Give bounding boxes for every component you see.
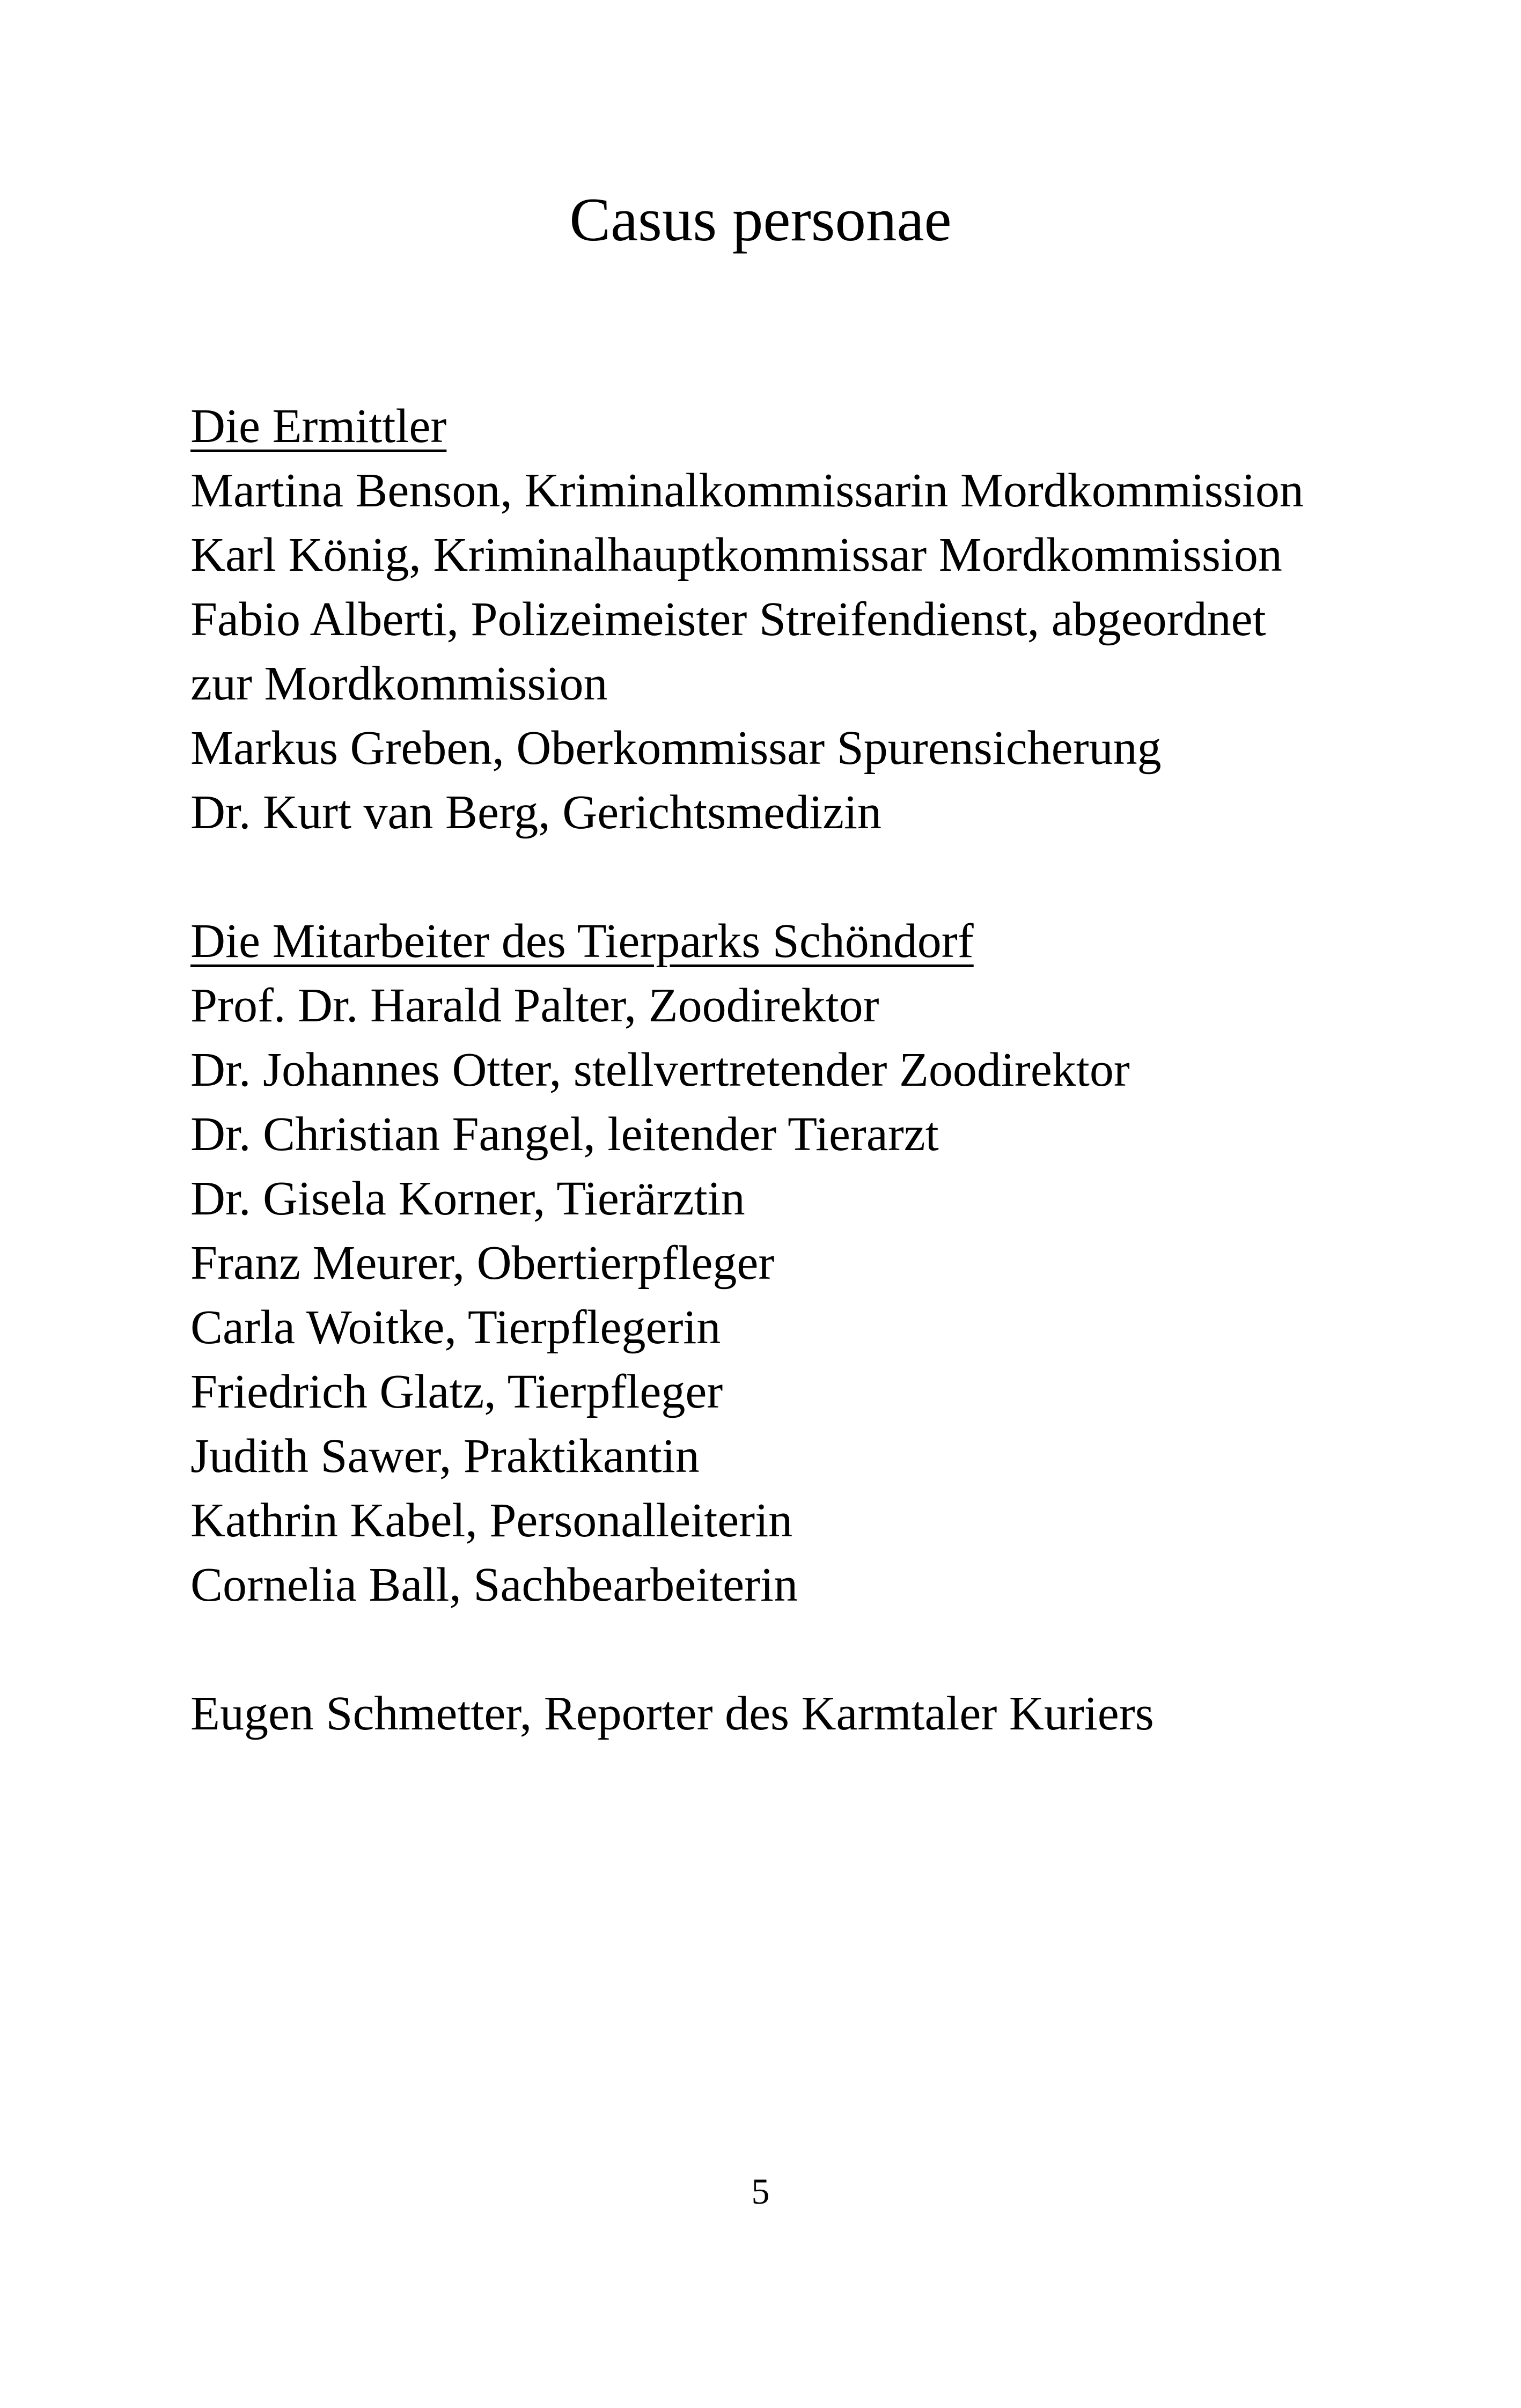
character-entry: Dr. Kurt van Berg, Gerichtsmedizin xyxy=(190,786,882,839)
section-heading-investigators: Die Ermittler xyxy=(190,400,447,453)
character-entry: Eugen Schmetter, Reporter des Karmtaler Kuriers xyxy=(190,1687,1154,1740)
character-entry: Franz Meurer, Obertierpfleger xyxy=(190,1236,775,1290)
character-entry: Kathrin Kabel, Personalleiterin xyxy=(190,1494,793,1547)
character-entry: Cornelia Ball, Sachbearbeiterin xyxy=(190,1558,798,1611)
character-entry: Carla Woitke, Tierpflegerin xyxy=(190,1301,721,1354)
page-number: 5 xyxy=(751,2171,770,2212)
character-entry: Karl König, Kriminalhauptkommissar Mordkommission xyxy=(190,528,1282,581)
section-zoo-staff xyxy=(190,909,1403,1617)
character-entry: Friedrich Glatz, Tierpfleger xyxy=(190,1365,723,1418)
character-entry: Martina Benson, Kriminalkommissarin Mordkommission xyxy=(190,464,1304,517)
page-title: Casus personae xyxy=(569,186,952,254)
character-entry: Prof. Dr. Harald Palter, Zoodirektor xyxy=(190,979,879,1032)
character-entry: Judith Sawer, Praktikantin xyxy=(190,1430,700,1483)
character-entry-continuation: zur Mordkommission xyxy=(190,657,608,710)
character-entry: Dr. Gisela Korner, Tierärztin xyxy=(190,1172,745,1225)
character-entry: Dr. Johannes Otter, stellvertretender Zoodirektor xyxy=(190,1043,1130,1096)
character-entry: Markus Greben, Oberkommissar Spurensicherung xyxy=(190,721,1162,775)
section-other xyxy=(190,1682,1403,1746)
character-entry: Dr. Christian Fangel, leitender Tierarzt xyxy=(190,1108,939,1161)
section-investigators xyxy=(190,394,1403,845)
character-entry: Fabio Alberti, Polizeimeister Streifendienst, abgeordnet xyxy=(190,593,1266,646)
character-list xyxy=(190,394,1403,1746)
section-heading-zoo-staff: Die Mitarbeiter des Tierparks Schöndorf xyxy=(190,915,974,968)
